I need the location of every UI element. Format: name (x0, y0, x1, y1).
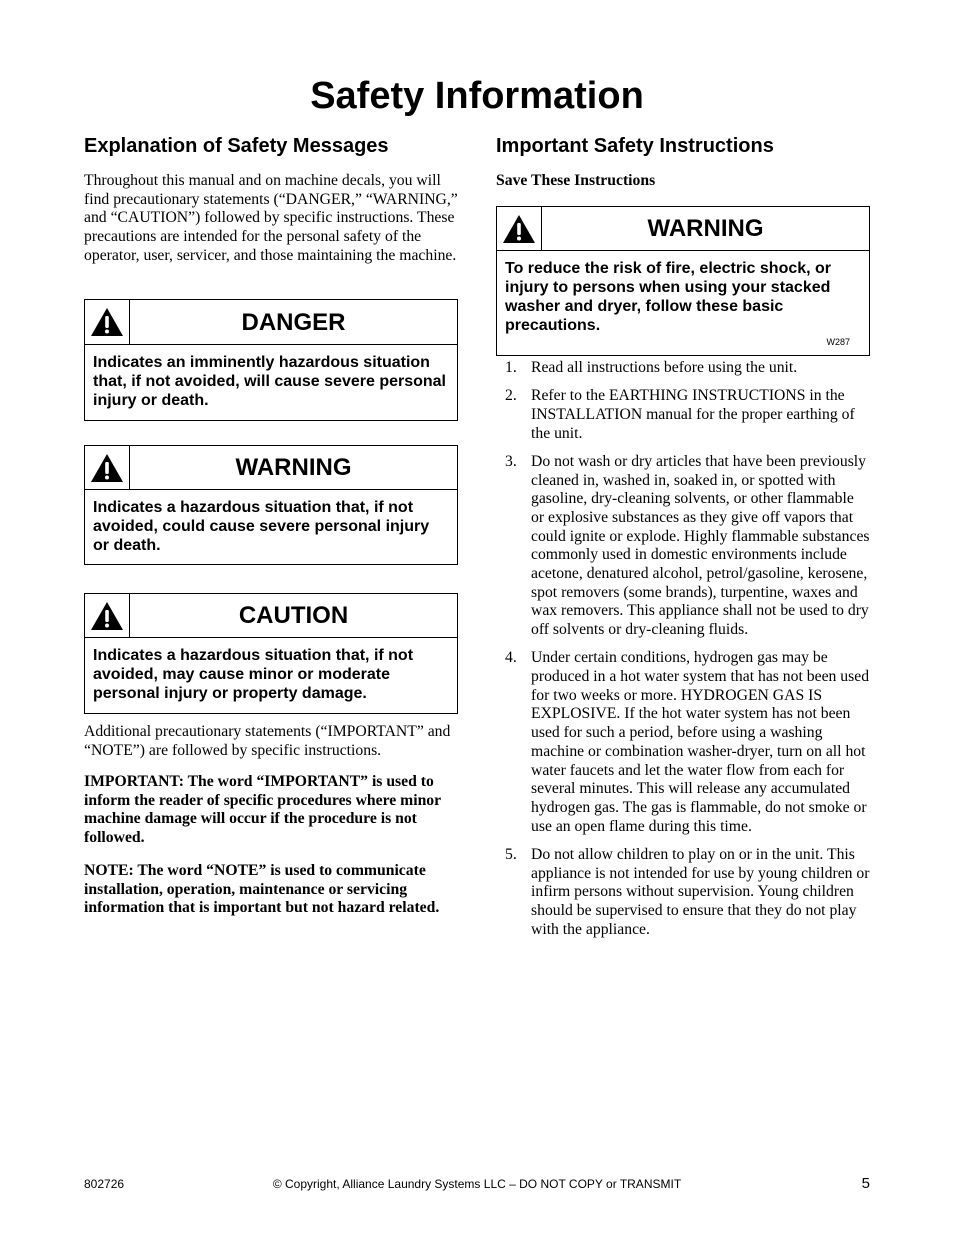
warning-box-header (85, 446, 457, 490)
list-item-number: 4. (505, 649, 517, 667)
caution-box-header (85, 594, 457, 638)
page-number: 5 (861, 1175, 870, 1192)
doc-number: 802726 (84, 1177, 125, 1191)
warning-code: W287 (826, 337, 850, 347)
right-warning-text: To reduce the risk of fire, electric shock, or injury to persons when using your stacked washer and dryer, follow these basic precautions. (505, 260, 832, 334)
caution-text: Indicates a hazardous situation that, if not avoided, may cause minor or moderate personal injury or property damage. (93, 647, 414, 702)
warning-triangle-icon (497, 207, 542, 250)
danger-box-header (85, 300, 457, 345)
danger-title: DANGER (241, 309, 346, 336)
warning-text: Indicates a hazardous situation that, if not avoided, could cause severe personal injury or death. (93, 499, 430, 554)
list-item (496, 359, 870, 378)
important-paragraph: IMPORTANT: The word “IMPORTANT” is used to inform the reader of specific procedures where minor machine damage will occur if the procedure is not followed. (84, 773, 441, 847)
warning-triangle-icon (85, 300, 130, 344)
page-title: Safety Information (310, 75, 644, 117)
caution-title: CAUTION (238, 602, 349, 629)
right-warning-box-header (497, 207, 869, 251)
danger-box (84, 299, 458, 421)
note-paragraph: NOTE: The word “NOTE” is used to communicate installation, operation, maintenance or servicing information that is important but not hazard related. (84, 862, 440, 917)
intro-paragraph: Throughout this manual and on machine decals, you will find precautionary statements (“DANGER,” “WARNING,” and “CAUTION”) followed by specific instructions. These precautions are intended for the personal safety of the operator, user, servicer, and those maintaining the machine. (84, 172, 458, 264)
warning-triangle-icon (85, 446, 130, 489)
list-item-number: 3. (505, 452, 517, 470)
list-item-text: Do not wash or dry articles that have been previously cleaned in, washed in, soaked in, or spotted with gasoline, dry-cleaning solvents, or other flammable or explosive substances as they give off vapors that could ignite or explode. Highly flammable substances commonly used in domestic environments include acetone, denatured alcohol, petrol/gasoline, kerosene, spot removers (some brands), turpentine, waxes and wax removers. This appliance shall not be used to dry off solvents or dry-cleaning fluids. (531, 452, 870, 639)
warning-title: WARNING (235, 454, 352, 481)
right-warning-box (496, 206, 870, 356)
additional-paragraph: Additional precautionary statements (“IMPORTANT” and “NOTE”) are followed by specific instructions. (84, 723, 451, 759)
right-heading: Important Safety Instructions (496, 135, 774, 157)
instructions-list (496, 359, 870, 949)
list-item-number: 1. (505, 359, 517, 376)
danger-text: Indicates an imminently hazardous situation that, if not avoided, will cause severe personal injury or death. (93, 354, 446, 409)
list-item (496, 453, 870, 640)
list-item-text: Do not allow children to play on or in the unit. This appliance is not intended for use by young children or infirm persons without supervision. Young children should be supervised to ensure that they do not play with the appliance. (531, 845, 870, 938)
list-item (496, 846, 870, 940)
list-item (496, 387, 870, 443)
warning-box (84, 445, 458, 565)
warning-triangle-icon (85, 594, 130, 637)
save-instructions-subheading: Save These Instructions (496, 172, 656, 189)
caution-box (84, 593, 458, 714)
list-item-text: Read all instructions before using the unit. (531, 359, 798, 376)
list-item (496, 649, 870, 836)
list-item-number: 5. (505, 845, 517, 863)
right-warning-title: WARNING (647, 215, 764, 242)
left-heading: Explanation of Safety Messages (84, 135, 389, 157)
copyright: © Copyright, Alliance Laundry Systems LLC – DO NOT COPY or TRANSMIT (272, 1177, 682, 1191)
list-item-number: 2. (505, 387, 517, 405)
list-item-text: Under certain conditions, hydrogen gas may be produced in a hot water system that has not been used for two weeks or more. HYDROGEN GAS IS EXPLOSIVE. If the hot water system has not been used for such a period, before using a washing machine or combination washer-dryer, turn on all hot water faucets and let the water flow from each for several minutes. This will release any accumulated hydrogen gas. The gas is flammable, do not smoke or use an open flame during this time. (531, 649, 870, 835)
list-item-text: Refer to the EARTHING INSTRUCTIONS in the INSTALLATION manual for the proper earthing of the unit. (531, 387, 855, 442)
